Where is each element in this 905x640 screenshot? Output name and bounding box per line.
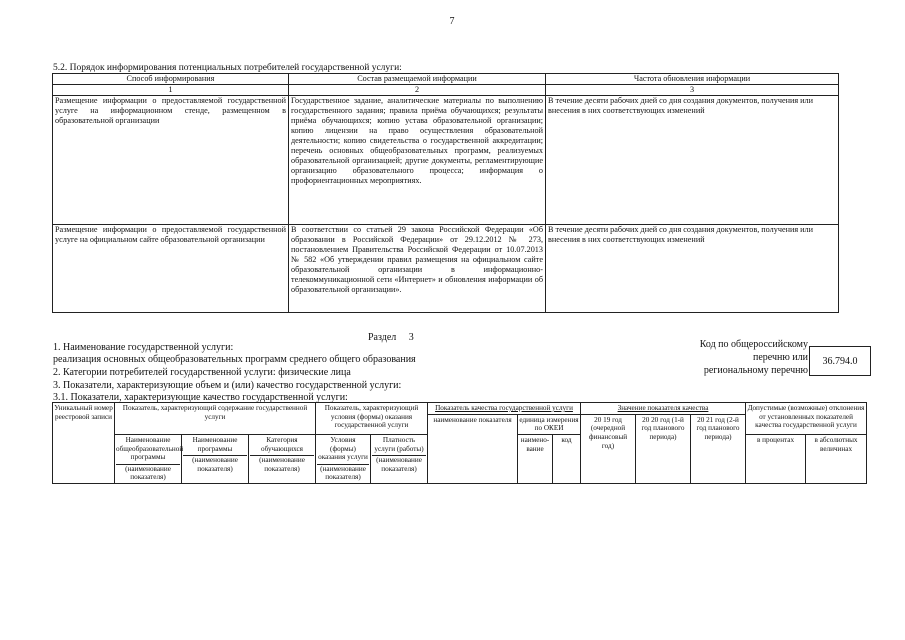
section-heading xyxy=(368,332,414,343)
information-table xyxy=(52,73,839,313)
header-method: Способ информирования xyxy=(53,74,289,85)
sub-header-name: Категория обучающихся xyxy=(260,435,303,453)
col-number-1: 1 xyxy=(53,85,289,96)
sub-header-name: Наименование программы xyxy=(192,435,238,453)
sub-header-note: (наименование показателя) xyxy=(250,455,314,473)
sub-content-2 xyxy=(182,434,249,483)
sub-header-note: (наименование показателя) xyxy=(116,464,180,482)
section-label: Раздел xyxy=(368,332,397,343)
section-5-2-title: 5.2. Порядок информирования потенциальных потребителей государственной услуги: xyxy=(53,63,402,73)
sub-header-name: Условия (формы) оказания услуги xyxy=(318,435,368,462)
information-table-number-row xyxy=(53,85,839,96)
header-content: Состав размещаемой информации xyxy=(289,74,546,85)
header-year-2: 20 20 год (1-й год планового периода) xyxy=(636,414,691,483)
table-row xyxy=(53,225,839,313)
row-method: Размещение информации о предоставляемой государственной услуге на информационном стенде, размещенном в образовательной организации xyxy=(53,96,289,225)
sub-conditions-1 xyxy=(316,434,371,483)
col-number-2: 2 xyxy=(289,85,546,96)
sub-header-name: Платность услуги (работы) xyxy=(374,435,424,453)
row-frequency: В течение десяти рабочих дней со дня создания документов, получения или внесения в них соответствующих изменений xyxy=(546,96,839,225)
registry-code-label-line: перечню или xyxy=(752,352,808,363)
header-unit-code: код xyxy=(553,434,581,483)
section-number: 3 xyxy=(408,332,414,343)
registry-code-label-line: Код по общероссийскому xyxy=(699,339,808,350)
header-indicator-values: Значение показателя качества xyxy=(581,403,746,415)
header-service-conditions: Показатель, характеризующий условия (формы) оказания государственной услуги xyxy=(316,403,428,435)
header-year-3: 20 21 год (2-й год планового периода) xyxy=(691,414,746,483)
registry-code-label xyxy=(698,338,808,377)
registry-code-box xyxy=(809,346,871,376)
registry-code-value: 36.794.0 xyxy=(822,355,858,367)
header-year-1: 20 19 год (очередной финансовый год) xyxy=(581,414,636,483)
sub-header-note: (наименование показателя) xyxy=(183,455,247,473)
header-percent: в процентах xyxy=(746,434,806,483)
header-quality-indicator: Показатель качества государственной услуги xyxy=(428,403,581,415)
information-table-header-row xyxy=(53,74,839,85)
quality-indicators-heading: 3.1. Показатели, характеризующие качество государственной услуги: xyxy=(53,392,348,403)
sub-content-1 xyxy=(115,434,182,483)
service-name-value: реализация основных общеобразовательных программ среднего общего образования xyxy=(53,354,416,365)
row-method: Размещение информации о предоставляемой государственной услуге на официальном сайте образовательной организации xyxy=(53,225,289,313)
header-unique-number: Уникальный номер реестровой записи xyxy=(53,403,115,484)
sub-conditions-2 xyxy=(371,434,428,483)
sub-content-3 xyxy=(249,434,316,483)
header-unit: единица измерения по ОКЕИ xyxy=(518,414,581,434)
row-frequency: В течение десяти рабочих дней со дня создания документов, получения или внесения в них соответствующих изменений xyxy=(546,225,839,313)
quality-indicators-table xyxy=(52,402,867,484)
registry-code-label-line: региональному перечню xyxy=(703,365,808,376)
header-indicator-name: наименование показателя xyxy=(428,414,518,483)
header-absolute: в абсолютных величинах xyxy=(806,434,867,483)
indicators-heading: 3. Показатели, характеризующие объем и (или) качество государственной услуги: xyxy=(53,380,402,391)
header-allowed-deviation: Допустимые (возможные) отклонения от установленных показателей качества государственной услуги xyxy=(746,403,867,435)
row-content: В соответствии со статьей 29 закона Российской Федерации «Об образовании в Российской Федерации» от 29.12.2012 № 273, постановлением Правительства Российской Федерации от 10.07.2013 № 582 «Об утверждении правил размещения на официальном сайте образовательной организации в информационно-телекоммуникационной сети «Интернет» и обновления информации об образовательной организации». xyxy=(289,225,546,313)
service-name-label: 1. Наименование государственной услуги: xyxy=(53,342,234,353)
header-service-content: Показатель, характеризующий содержание государственной услуги xyxy=(115,403,316,435)
sub-header-note: (наименование показателя) xyxy=(317,464,369,482)
sub-header-note: (наименование показателя) xyxy=(372,455,426,473)
col-number-3: 3 xyxy=(546,85,839,96)
header-frequency: Частота обновления информации xyxy=(546,74,839,85)
sub-header-name: Наименование общеобразовательной программы xyxy=(116,435,184,462)
table-row xyxy=(53,96,839,225)
table-row xyxy=(53,403,867,415)
row-content: Государственное задание, аналитические материалы по выполнению государственного задания; правила приёма обучающихся; результаты приёма обучающихся; копию устава образовательной организации; копию лицензии на право осуществления образовательной деятельности; копию свидетельства о государственной аккредитации; перечень основных общеобразовательных программ, реализуемых образовательной организацией; другие документы, регламентирующие организацию образовательного процесса; информация о профориентационных мероприятиях. xyxy=(289,96,546,225)
header-unit-name: наимено-вание xyxy=(518,434,553,483)
consumer-categories: 2. Категории потребителей государственной услуги: физические лица xyxy=(53,367,351,378)
page-number: 7 xyxy=(449,16,455,27)
